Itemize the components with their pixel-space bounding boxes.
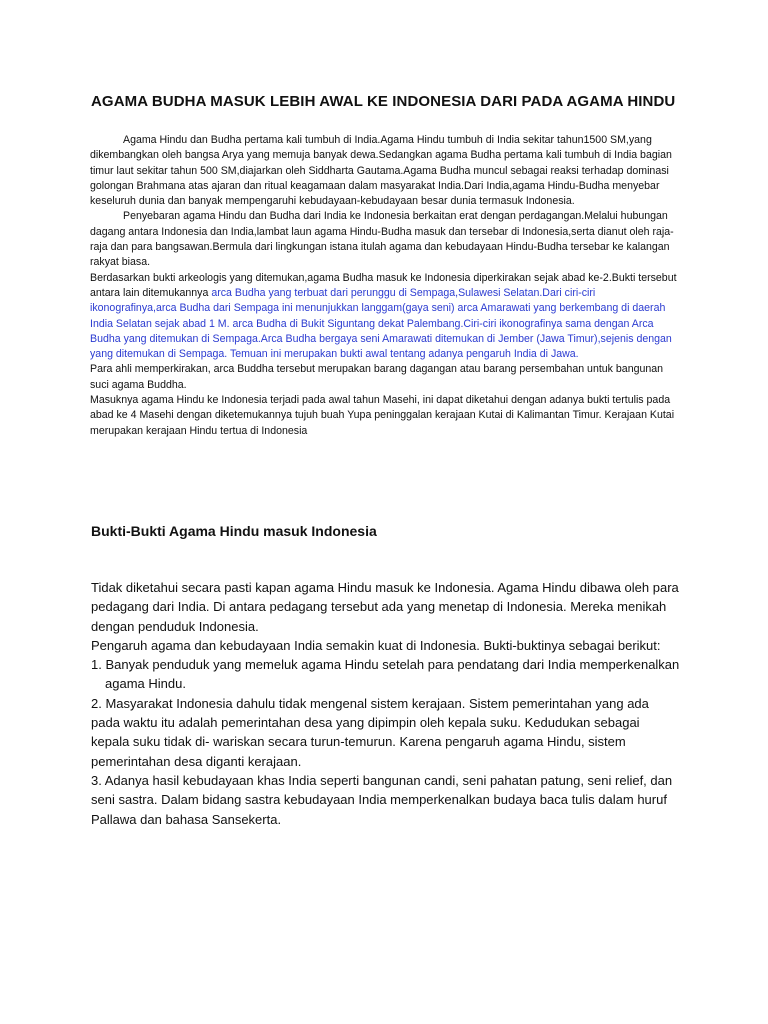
paragraph-5: Masuknya agama Hindu ke Indonesia terjadi pada awal tahun Masehi, ini dapat diketahui dengan adanya bukti tertulis pada abad ke 4 Masehi dengan diketemukannya tujuh buah Yupa peninggalan kerajaan Kutai di Kalimantan Timur. Kerajaan Kutai merupakan kerajaan Hindu tertua di Indonesia <box>90 394 675 437</box>
evidence-line-1: Tidak diketahui secara pasti kapan agama Hindu masuk ke Indonesia. Agama Hindu dibawa oleh para pedagang dari India. Di antara pedagang tersebut ada yang menetap di Indonesia. Mereka menikah <box>91 580 679 615</box>
paragraph-3-highlight: arca Budha yang terbuat dari perunggu di Sempaga,Sulawesi Selatan.Dari ciri-ciri ikonografinya,arca Budha dari Sempaga ini menunjukkan langgam(gaya seni) arca Amarawati yang berkembang di daerah India Selatan sejak abad 1 M. arca Budha di Bukit Siguntang dekat Palembang.Ciri-ciri ikonografinya sama dengan Arca Budha yang ditemukan di Sempaga.Arca Budha bergaya seni Amarawati ditemukan di Jember (Jawa Timur),sejenis dengan yang ditemukan di Sempaga. Temuan ini merupakan bukti awal tentang adanya pengaruh India di Jawa. <box>90 286 672 361</box>
section-intro <box>90 133 682 439</box>
evidence-line-3: Pengaruh agama dan kebudayaan India semakin kuat di Indonesia. Bukti-buktinya sebagai berikut: <box>91 637 661 653</box>
evidence-item-2: 2. Masyarakat Indonesia dahulu tidak mengenal sistem kerajaan. Sistem pemerintahan yang ada pada waktu itu adalah pemerintahan desa yang dipimpin oleh kepala suku. Kedudukan sebagai kepala suku tidak di- wariskan secara turun-temurun. Karena pengaruh agama Hindu, sistem pemerintahan desa diganti kerajaan. <box>91 695 649 769</box>
paragraph-3 <box>90 271 682 363</box>
paragraph-3-text: Berdasarkan bukti arkeologis yang ditemukan,agama Budha masuk ke Indonesia diperkirakan sejak abad ke-2.Bukti tersebut antara lain ditemukannya <box>90 271 677 299</box>
evidence-item-3: 3. Adanya hasil kebudayaan khas India seperti bangunan candi, seni pahatan patung, seni relief, dan seni sastra. Dalam bidang sastra kebudayaan India memperkenalkan budaya baca tulis dalam huruf Pallawa dan bahasa Sansekerta. <box>91 772 673 827</box>
paragraph-2: Penyebaran agama Hindu dan Budha dari India ke Indonesia berkaitan erat dengan perdagangan.Melalui hubungan dagang antara Indonesia dan India,lambat laun agama Hindu-Budha masuk dan tersebar di Indonesia,serta dianut oleh raja-raja dan para bangsawan.Bermula dari lingkungan istana itulah agama dan kebudayaan Hindu-Budha tersebar ke kalangan rakyat biasa. <box>90 210 674 269</box>
evidence-line-2: dengan penduduk Indonesia. <box>91 618 259 634</box>
evidence-item-1-cont: agama Hindu. <box>105 676 186 692</box>
evidence-item-1: 1. Banyak penduduk yang memeluk agama Hindu setelah para pendatang dari India memperkenalkan <box>91 657 680 673</box>
paragraph-4: Para ahli memperkirakan, arca Buddha tersebut merupakan barang dagangan atau barang persembahan untuk bangunan suci agama Buddha. <box>90 363 664 391</box>
section-evidence <box>91 578 681 829</box>
page-title: AGAMA BUDHA MASUK LEBIH AWAL KE INDONESIA DARI PADA AGAMA HINDU <box>91 93 676 110</box>
section-heading: Bukti-Bukti Agama Hindu masuk Indonesia <box>91 523 377 539</box>
paragraph-1: Agama Hindu dan Budha pertama kali tumbuh di India.Agama Hindu tumbuh di India sekitar tahun1500 SM,yang dikembangkan oleh bangsa Arya yang memuja banyak dewa.Sedangkan agama Budha pertama kali tumbuh di India bagian timur laut sekitar tahun 500 SM,diajarkan oleh Siddharta Gautama.Agama Budha muncul sebagai reaksi terhadap dominasi golongan Brahmana atas ajaran dan ritual keagamaan dalam masyarakat India.Dari India,agama Hindu-Budha menyebar keseluruh dunia dan banyak mempengaruhi kebudayaan-kebudayaan besar dunia termasuk Indonesia. <box>90 134 672 208</box>
